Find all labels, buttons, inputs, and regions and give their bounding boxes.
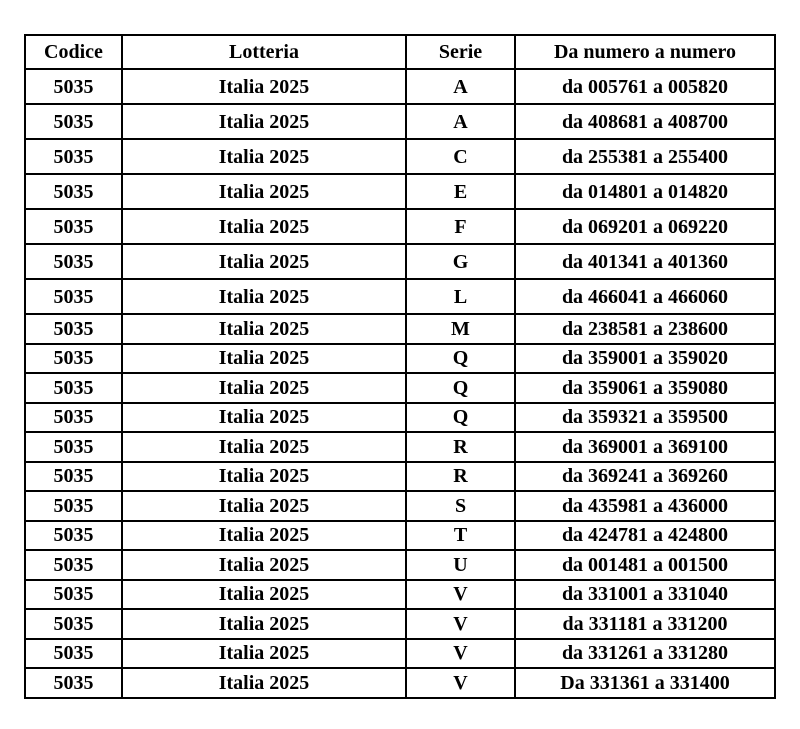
cell-range: da 435981 a 436000 — [515, 491, 775, 521]
cell-serie: V — [406, 668, 515, 698]
cell-lotteria: Italia 2025 — [122, 491, 406, 521]
cell-serie: A — [406, 104, 515, 139]
cell-lotteria: Italia 2025 — [122, 373, 406, 403]
cell-lotteria: Italia 2025 — [122, 580, 406, 610]
cell-range: da 331001 a 331040 — [515, 580, 775, 610]
cell-codice: 5035 — [25, 609, 122, 639]
cell-range: da 408681 a 408700 — [515, 104, 775, 139]
cell-codice: 5035 — [25, 244, 122, 279]
cell-serie: E — [406, 174, 515, 209]
table-row — [25, 462, 775, 492]
header-serie: Serie — [406, 35, 515, 69]
cell-serie: V — [406, 609, 515, 639]
cell-codice: 5035 — [25, 209, 122, 244]
table-row — [25, 550, 775, 580]
cell-lotteria: Italia 2025 — [122, 139, 406, 174]
cell-range: da 424781 a 424800 — [515, 521, 775, 551]
cell-serie: U — [406, 550, 515, 580]
cell-codice: 5035 — [25, 403, 122, 433]
cell-codice: 5035 — [25, 462, 122, 492]
cell-lotteria: Italia 2025 — [122, 104, 406, 139]
table-row — [25, 279, 775, 314]
cell-lotteria: Italia 2025 — [122, 69, 406, 104]
cell-serie: C — [406, 139, 515, 174]
cell-codice: 5035 — [25, 521, 122, 551]
cell-lotteria: Italia 2025 — [122, 244, 406, 279]
cell-serie: Q — [406, 403, 515, 433]
cell-codice: 5035 — [25, 314, 122, 344]
cell-range: da 359061 a 359080 — [515, 373, 775, 403]
cell-range: da 331181 a 331200 — [515, 609, 775, 639]
table-row — [25, 668, 775, 698]
cell-codice: 5035 — [25, 344, 122, 374]
cell-range: da 069201 a 069220 — [515, 209, 775, 244]
table-row — [25, 580, 775, 610]
cell-lotteria: Italia 2025 — [122, 432, 406, 462]
cell-lotteria: Italia 2025 — [122, 550, 406, 580]
cell-serie: V — [406, 639, 515, 669]
table-row — [25, 521, 775, 551]
lottery-table — [24, 34, 776, 699]
cell-codice: 5035 — [25, 580, 122, 610]
cell-codice: 5035 — [25, 491, 122, 521]
cell-lotteria: Italia 2025 — [122, 639, 406, 669]
cell-codice: 5035 — [25, 279, 122, 314]
cell-lotteria: Italia 2025 — [122, 462, 406, 492]
table-row — [25, 609, 775, 639]
cell-serie: M — [406, 314, 515, 344]
cell-lotteria: Italia 2025 — [122, 609, 406, 639]
cell-lotteria: Italia 2025 — [122, 209, 406, 244]
cell-serie: V — [406, 580, 515, 610]
cell-lotteria: Italia 2025 — [122, 314, 406, 344]
header-row — [25, 35, 775, 69]
cell-range: da 369241 a 369260 — [515, 462, 775, 492]
cell-serie: F — [406, 209, 515, 244]
cell-range: da 014801 a 014820 — [515, 174, 775, 209]
table-row — [25, 174, 775, 209]
cell-range: Da 331361 a 331400 — [515, 668, 775, 698]
table-row — [25, 244, 775, 279]
table-row — [25, 69, 775, 104]
cell-codice: 5035 — [25, 373, 122, 403]
table-row — [25, 344, 775, 374]
table-row — [25, 104, 775, 139]
cell-lotteria: Italia 2025 — [122, 344, 406, 374]
table-row — [25, 491, 775, 521]
cell-lotteria: Italia 2025 — [122, 668, 406, 698]
cell-codice: 5035 — [25, 668, 122, 698]
table-row — [25, 373, 775, 403]
table-row — [25, 314, 775, 344]
cell-range: da 331261 a 331280 — [515, 639, 775, 669]
cell-serie: T — [406, 521, 515, 551]
cell-codice: 5035 — [25, 104, 122, 139]
cell-range: da 359321 a 359500 — [515, 403, 775, 433]
table-row — [25, 432, 775, 462]
header-range: Da numero a numero — [515, 35, 775, 69]
cell-codice: 5035 — [25, 174, 122, 209]
cell-lotteria: Italia 2025 — [122, 279, 406, 314]
cell-range: da 359001 a 359020 — [515, 344, 775, 374]
cell-codice: 5035 — [25, 139, 122, 174]
cell-codice: 5035 — [25, 639, 122, 669]
cell-serie: Q — [406, 373, 515, 403]
table-row — [25, 209, 775, 244]
cell-range: da 466041 a 466060 — [515, 279, 775, 314]
cell-range: da 369001 a 369100 — [515, 432, 775, 462]
cell-serie: S — [406, 491, 515, 521]
cell-range: da 238581 a 238600 — [515, 314, 775, 344]
cell-range: da 001481 a 001500 — [515, 550, 775, 580]
cell-lotteria: Italia 2025 — [122, 174, 406, 209]
cell-serie: R — [406, 462, 515, 492]
cell-serie: R — [406, 432, 515, 462]
cell-range: da 401341 a 401360 — [515, 244, 775, 279]
cell-codice: 5035 — [25, 550, 122, 580]
cell-codice: 5035 — [25, 69, 122, 104]
cell-lotteria: Italia 2025 — [122, 403, 406, 433]
cell-lotteria: Italia 2025 — [122, 521, 406, 551]
cell-range: da 255381 a 255400 — [515, 139, 775, 174]
cell-serie: L — [406, 279, 515, 314]
table-row — [25, 639, 775, 669]
cell-serie: G — [406, 244, 515, 279]
cell-serie: A — [406, 69, 515, 104]
header-codice: Codice — [25, 35, 122, 69]
header-lotteria: Lotteria — [122, 35, 406, 69]
cell-serie: Q — [406, 344, 515, 374]
cell-range: da 005761 a 005820 — [515, 69, 775, 104]
table-row — [25, 139, 775, 174]
table-row — [25, 403, 775, 433]
cell-codice: 5035 — [25, 432, 122, 462]
